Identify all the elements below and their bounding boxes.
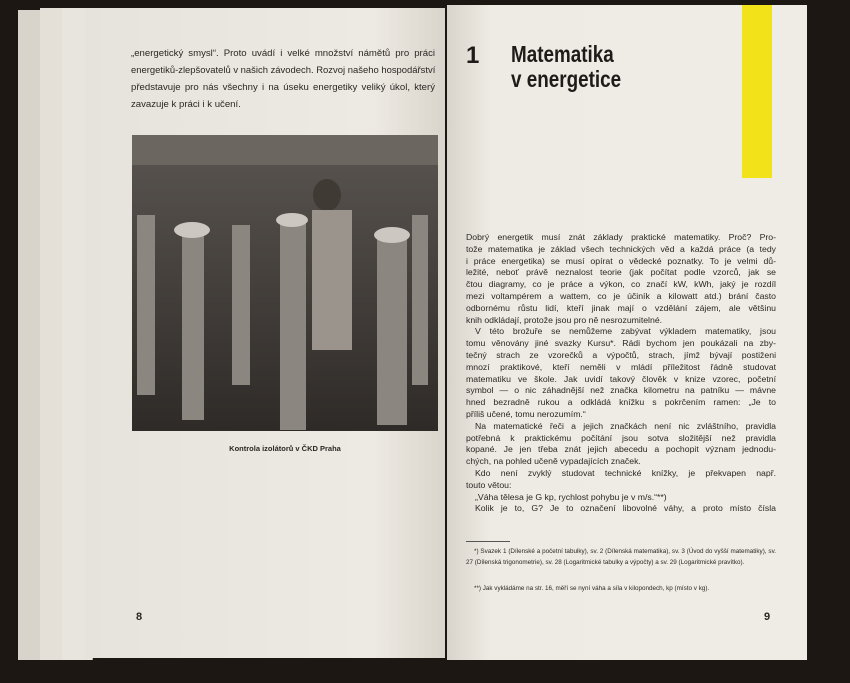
text-line: tože matematika je základ všech technických věd a každá práce (a tedy [466, 243, 776, 254]
text-line: „energetický smysl“. Proto uvádí i velké množství námětů pro práci [131, 48, 435, 59]
chapter-number: 1 [466, 42, 480, 69]
text-line: Na matematické řeči a jejich značkách není nic zvláštního, pravidla [475, 420, 776, 431]
text-line: Dobrý energetik musí znát základy praktické matematiky. Proč? Pro- [466, 232, 776, 242]
footnote-1: *) Svazek 1 (Dílenské a početní tabulky), sv. 2 (Dílenská matematika), sv. 3 (Úvod do vyšší matematiky), sv. 27 (Dílenská trigonometrie), sv. 28 (Logaritmické tabulky a výpočty) a sv. 29 (Logaritmické pravítko). [466, 548, 776, 566]
text-line: symbol — o nic záhadnější než značka kilometru na patníku — mávne [466, 385, 776, 396]
text-line: touto větou: [466, 479, 512, 490]
chapter-accent-bar [742, 5, 772, 178]
text-line: odbornému růstu lidí, kteří jinak mají o vzdělání zájem, ale většinu [466, 302, 776, 313]
chapter-title-line-2: v energetice [511, 66, 622, 92]
text-line: zavazuje k práci i k učení. [131, 99, 241, 110]
text-line: potřebná k praktickému počítání jsou sotva složitější než pravidla [466, 432, 776, 443]
page-number-left: 8 [136, 611, 143, 623]
insulator-photo [132, 135, 438, 431]
text-line: příliš učené, tomu nerozumím.“ [466, 408, 586, 419]
text-line: energetiků-zlepšovatelů v našich závodech. Rozvoj našeho hospodářství [131, 65, 436, 76]
right-page-text [466, 232, 776, 515]
text-line: V této brožuře se nemůžeme zabývat výkladem matematiky, jsou [475, 326, 776, 337]
text-line: ležité, neboť právě neznalost teorie (jak počítat podle vzorců, jak se [466, 267, 776, 278]
text-line: mezi voltampérem a wattem, co je účiník a kilowatt atd.) brání často [466, 290, 776, 301]
text-line: knih odkládají, protože jsou pro ně nesrozumitelné. [466, 314, 663, 325]
chapter-title-line-1: Matematika [511, 41, 614, 67]
text-line: tomu věnovány jiné svazky Kursu*. Rádi bychom jen poukázali na zby- [466, 338, 776, 349]
footnote-divider [466, 541, 510, 542]
text-line: hned bezradně rukou a odkládá knížku s pokrčením ramen: „Je to [466, 397, 776, 408]
page-number-right: 9 [764, 611, 771, 623]
chapter-title [511, 42, 621, 92]
footnote-2: **) Jak vykládáme na str. 16, měří se nyní váha a síla v kilopondech, kp (místo v kg). [474, 585, 710, 592]
text-line: Kolik je to, G? Je to označení libovolné váhy, a proto místo čísla [475, 503, 776, 514]
text-line: kopané. Je jen třeba znát jejich abecedu a pochopit význam jednodu- [466, 444, 776, 455]
text-line: chých, na pohled učeně vypadajících značek. [466, 456, 641, 467]
text-line: představuje pro nás všechny i na úseku energetiky veliký úkol, který [131, 82, 435, 93]
text-line: „Váha tělesa je G kp, rychlost pohybu je v m/s.“**) [475, 491, 667, 502]
text-line: mnozí praktikové, kteří neměli v mládí příležitost řádně studovat [466, 361, 776, 372]
text-line: matematiku ve škole. Jak uvidí takový člověk v knize vzorec, početní [466, 373, 776, 384]
text-line: čtou diagramy, co je práce a výkon, co značí kW, kWh, jaký je rozdíl [466, 279, 776, 290]
text-line: tečný strach ze vzorečků a výpočtů, strach, jímž bývají postiženi [466, 349, 776, 360]
left-page-text [131, 45, 435, 113]
photo-caption: Kontrola izolátorů v ČKD Praha [229, 444, 341, 453]
text-line: Kdo není zvyklý studovat technické knížky, je překvapen např. [475, 467, 776, 478]
text-line: i práce energetika) se musí opírat o vědecké poznatky. To je velmi dů- [466, 255, 776, 266]
